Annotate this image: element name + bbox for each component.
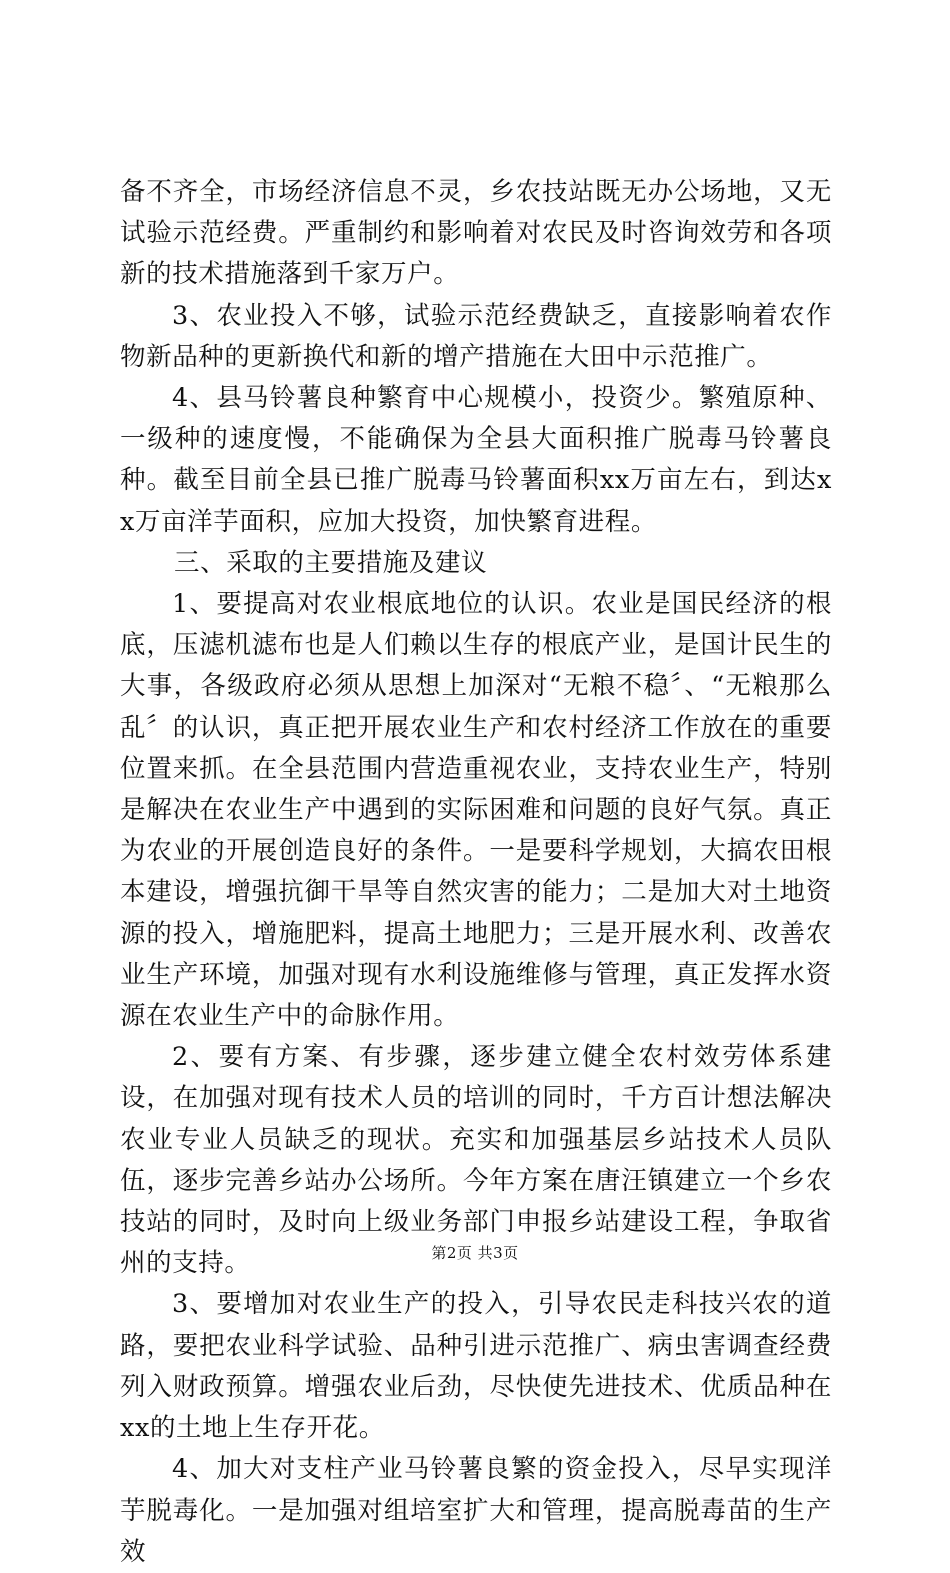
paragraph-item-3-investment: 3、农业投入不够，试验示范经费缺乏，直接影响着农作物新品种的更新换代和新的增产措施在大田中示范推广。 (120, 300, 832, 372)
document-body (120, 172, 832, 1573)
paragraph-measure-2: 2、要有方案、有步骤，逐步建立健全农村效劳体系建设，在加强对现有技术人员的培训的同时，千方百计想法解决农业专业人员缺乏的现状。充实和加强基层乡站技术人员队伍，逐步完善乡站办公场所。今年方案在唐汪镇建立一个乡农技站的同时，及时向上级业务部门申报乡站建设工程，争取省州的支持。 (120, 1042, 832, 1279)
paragraph-item-4-potato-center: 4、县马铃薯良种繁育中心规模小，投资少。繁殖原种、一级种的速度慢，不能确保为全县大面积推广脱毒马铃薯良种。截至目前全县已推广脱毒马铃薯面积xx万亩左右，到达xx万亩洋芋面积，应加大投资，加快繁育进程。 (120, 383, 832, 537)
paragraph-measure-4: 4、加大对支柱产业马铃薯良繁的资金投入，尽早实现洋芋脱毒化。一是加强对组培室扩大和管理，提高脱毒苗的生产效 (120, 1454, 832, 1567)
paragraph-measure-3: 3、要增加对农业生产的投入，引导农民走科技兴农的道路，要把农业科学试验、品种引进示范推广、病虫害调查经费列入财政预算。增强农业后劲，尽快使先进技术、优质品种在xx的土地上生存开花。 (120, 1289, 832, 1444)
section-heading-measures: 三、采取的主要措施及建议 (174, 547, 488, 578)
paragraph-continuation: 备不齐全，市场经济信息不灵，乡农技站既无办公场地，又无试验示范经费。严重制约和影响着对农民及时咨询效劳和各项新的技术措施落到千家万户。 (120, 177, 832, 290)
paragraph-measure-1: 1、要提高对农业根底地位的认识。农业是国民经济的根底，压滤机滤布也是人们赖以生存的根底产业，是国计民生的大事，各级政府必须从思想上加深对“无粮不稳〞、“无粮那么乱〞的认识，真正把开展农业生产和农村经济工作放在的重要位置来抓。在全县范围内营造重视农业，支持农业生产，特别是解决在农业生产中遇到的实际困难和问题的良好气氛。真正为农业的开展创造良好的条件。一是要科学规划，大搞农田根本建设，增强抗御干旱等自然灾害的能力；二是加大对土地资源的投入，增施肥料，提高土地肥力；三是开展水利、改善农业生产环境，加强对现有水利设施维修与管理，真正发挥水资源在农业生产中的命脉作用。 (120, 589, 832, 1032)
page-number-footer: 第2页 共3页 (431, 1244, 519, 1262)
